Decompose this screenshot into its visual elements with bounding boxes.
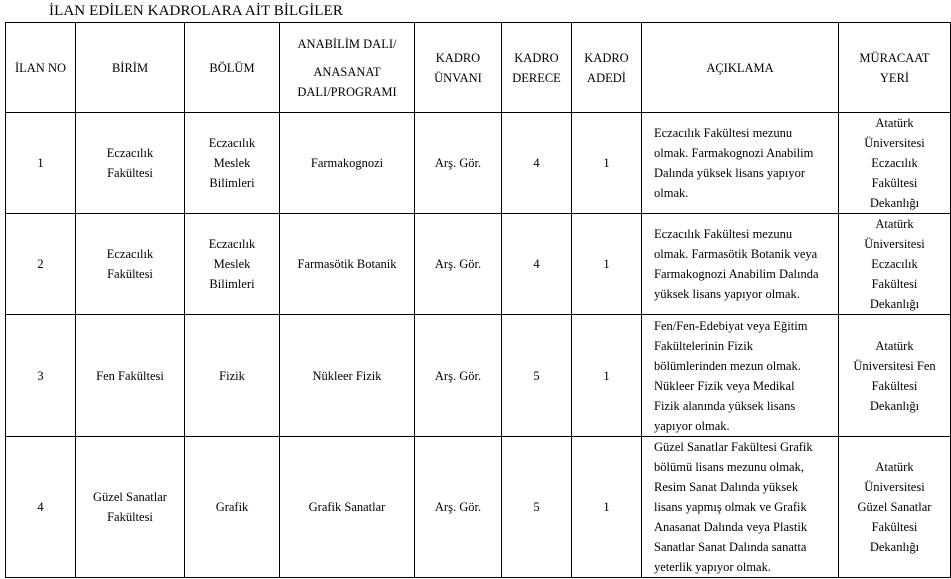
header-kadro-adedi: KADRO ADEDİ [572, 23, 642, 113]
cell-kadro-adedi: 1 [572, 437, 642, 578]
header-ilan-no: İLAN NO [6, 23, 76, 113]
cell-kadro-derece: 4 [502, 214, 572, 315]
table-row [6, 113, 951, 214]
header-bolum: BÖLÜM [185, 23, 280, 113]
cell-kadro-unvani: Arş. Gör. [415, 214, 502, 315]
table-row [6, 437, 951, 578]
cell-kadro-adedi: 1 [572, 113, 642, 214]
positions-table [5, 22, 951, 578]
cell-kadro-unvani: Arş. Gör. [415, 113, 502, 214]
header-anabilim: ANABİLİM DALI/ ANASANAT DALI/PROGRAMI [280, 23, 415, 113]
cell-muracaat-yeri: Atatürk Üniversitesi Güzel Sanatlar Fakültesi Dekanlığı [839, 437, 951, 578]
cell-kadro-derece: 5 [502, 437, 572, 578]
cell-birim: Güzel Sanatlar Fakültesi [76, 437, 185, 578]
cell-ilan-no: 1 [6, 113, 76, 214]
cell-anabilim: Farmasötik Botanik [280, 214, 415, 315]
cell-bolum: Eczacılık Meslek Bilimleri [185, 214, 280, 315]
cell-bolum: Grafik [185, 437, 280, 578]
header-muracaat-yeri: MÜRACAAT YERİ [839, 23, 951, 113]
cell-ilan-no: 4 [6, 437, 76, 578]
cell-aciklama: Güzel Sanatlar Fakültesi Grafik bölümü lisans mezunu olmak, Resim Sanat Dalında yüksek lisans yapmış olmak ve Grafik Anasanat Dalında veya Plastik Sanatlar Sanat Dalında sanatta yeterlik yapıyor olmak. [642, 437, 839, 578]
cell-kadro-adedi: 1 [572, 214, 642, 315]
cell-ilan-no: 3 [6, 315, 76, 437]
page-title: İLAN EDİLEN KADROLARA AİT BİLGİLER [49, 3, 343, 19]
header-birim: BİRİM [76, 23, 185, 113]
cell-kadro-derece: 5 [502, 315, 572, 437]
cell-anabilim: Nükleer Fizik [280, 315, 415, 437]
header-aciklama: AÇIKLAMA [642, 23, 839, 113]
cell-birim: Eczacılık Fakültesi [76, 113, 185, 214]
cell-kadro-derece: 4 [502, 113, 572, 214]
cell-birim: Fen Fakültesi [76, 315, 185, 437]
cell-bolum: Eczacılık Meslek Bilimleri [185, 113, 280, 214]
table-row [6, 315, 951, 437]
cell-muracaat-yeri: Atatürk Üniversitesi Eczacılık Fakültesi Dekanlığı [839, 113, 951, 214]
cell-muracaat-yeri: Atatürk Üniversitesi Fen Fakültesi Dekanlığı [839, 315, 951, 437]
header-kadro-derece: KADRO DERECE [502, 23, 572, 113]
table-row [6, 214, 951, 315]
cell-ilan-no: 2 [6, 214, 76, 315]
table-header-row [6, 23, 951, 113]
cell-anabilim: Farmakognozi [280, 113, 415, 214]
cell-aciklama: Eczacılık Fakültesi mezunu olmak. Farmasötik Botanik veya Farmakognozi Anabilim Dalında yüksek lisans yapıyor olmak. [642, 214, 839, 315]
cell-kadro-unvani: Arş. Gör. [415, 437, 502, 578]
cell-birim: Eczacılık Fakültesi [76, 214, 185, 315]
cell-muracaat-yeri: Atatürk Üniversitesi Eczacılık Fakültesi Dekanlığı [839, 214, 951, 315]
cell-aciklama: Eczacılık Fakültesi mezunu olmak. Farmakognozi Anabilim Dalında yüksek lisans yapıyor olmak. [642, 113, 839, 214]
cell-kadro-unvani: Arş. Gör. [415, 315, 502, 437]
cell-aciklama: Fen/Fen-Edebiyat veya Eğitim Fakültelerinin Fizik bölümlerinden mezun olmak. Nükleer Fizik veya Medikal Fizik alanında yüksek lisans yapıyor olmak. [642, 315, 839, 437]
cell-bolum: Fizik [185, 315, 280, 437]
header-kadro-unvani: KADRO ÜNVANI [415, 23, 502, 113]
cell-anabilim: Grafik Sanatlar [280, 437, 415, 578]
cell-kadro-adedi: 1 [572, 315, 642, 437]
